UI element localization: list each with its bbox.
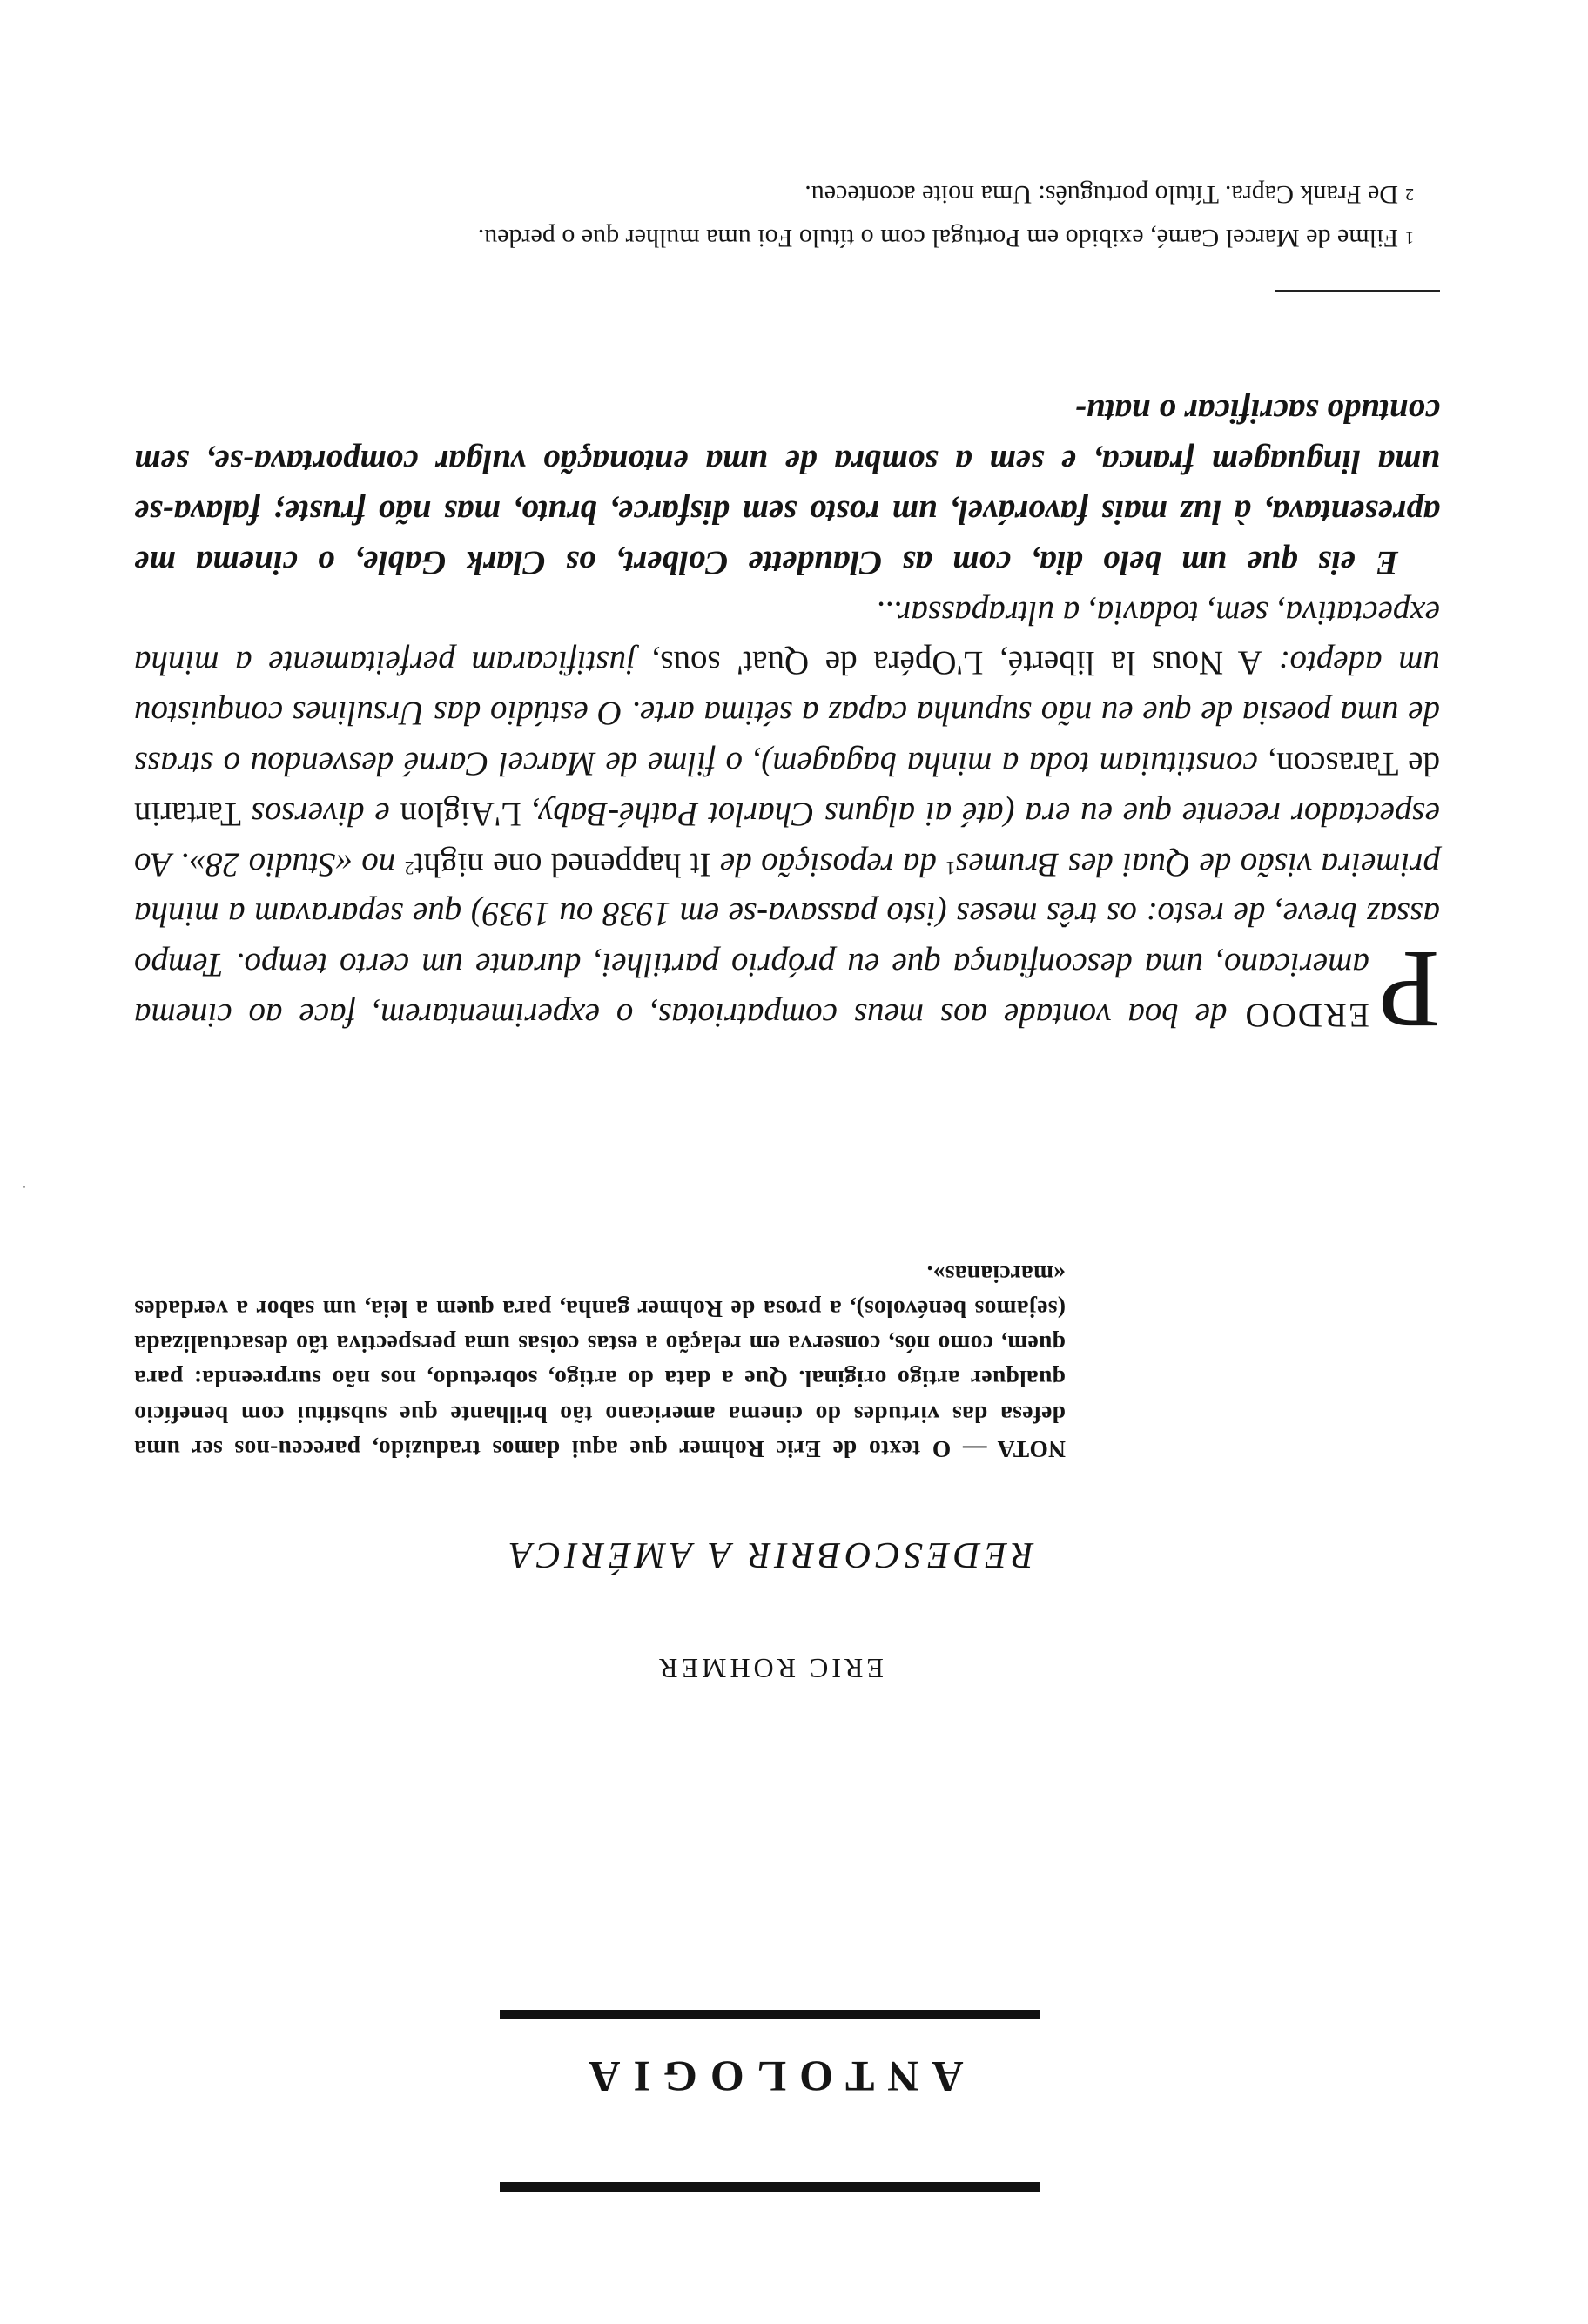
editorial-note — [134, 1256, 1066, 1467]
footnotes — [134, 170, 1440, 257]
footnote-1 — [134, 218, 1440, 257]
film-title: L'Aiglon — [400, 795, 521, 833]
section-title: ANTOLOGIA — [575, 2052, 964, 2101]
body-paragraph-2: E eis que um belo dia, com as Claudette Colbert, os Clark Gable, o cinema me apresentava, à luz mais favorável, um rosto sem disfarce, bruto, mas não fruste; falava-se uma linguagem franca, e sem a sombra de uma entonação vulgar comportava-se, sem contudo sacrificar o natu- — [134, 393, 1440, 581]
film-title: L'Opéra de Quat' sous — [660, 644, 984, 682]
note-text: O texto de Eric Rohmer que aqui damos traduzido, pareceu-nos ser uma defesa das virtudes do cinema americano tão brilhante que substitui com benefício qualquer artigo original. Que a data do artigo, sobretudo, nos não surpreenda: para quem, como nós, conserva em relação a estas coisas uma perspectiva tão desactualizada (sejamos benévolos), a prosa de Rohmer ganha, para quem a leia, um sabor a verdades «marcianas». — [134, 1260, 1066, 1463]
drop-cap: P — [1377, 928, 1440, 1051]
body-text-run: e diversos — [240, 795, 400, 833]
note-heading: NOTA — — [951, 1436, 1066, 1463]
footnote-text: De Frank Capra. Título português: Uma noite aconteceu. — [804, 180, 1398, 209]
footnote-rule — [1275, 290, 1440, 292]
header-rule-top — [500, 2182, 1040, 2192]
body-paragraph-1 — [134, 588, 1440, 1051]
footnote-ref-2[interactable]: 2 — [404, 856, 414, 879]
film-title: Tartarin de Tarascon — [134, 745, 1440, 833]
footnote-number: 2 — [1405, 185, 1414, 204]
footnote-ref-1[interactable]: 1 — [945, 856, 956, 879]
body-text-run: , — [983, 644, 1008, 682]
film-title: It happened one night — [414, 845, 711, 883]
lead-word: ERDOO — [1243, 997, 1369, 1034]
body-text-run: no «Studio 28». Ao espectador recente que eu era (até ai alguns Charlot Pathé-Baby, — [134, 795, 1440, 883]
article-author: ERIC ROHMER — [656, 1653, 884, 1684]
article-body — [134, 386, 1440, 1051]
film-title: A Nous la liberté — [1007, 644, 1262, 682]
body-text-run: , constituiam toda a minha bagagem), o filme de Marcel Carné desvendou o strass de uma poesia de que eu não supunha capaz a sétima arte. O estúdio das Ursulines conquistou um adepto: — [134, 644, 1440, 783]
footnote-number: 1 — [1405, 228, 1414, 247]
footnote-2 — [134, 175, 1440, 213]
header-rule-bottom — [500, 2010, 1040, 2019]
body-text-run: de boa vontade aos meus compatriotas, o experimentarem, face ao cinema americano, uma desconfiança que eu próprio partilhei, durante um certo tempo. Tempo assaz breve, de resto: os três meses (isto passava-se em 1938 ou 1939) que separavam a minha primeira visão de — [134, 845, 1440, 1034]
film-title: Quai des Brumes — [955, 845, 1191, 883]
body-text-run: da reposição de — [710, 845, 946, 883]
body-text-run: , justificaram perfeitamente a minha expectativa, sem, todavia, a ultrapassar... — [134, 594, 1440, 682]
article-title: REDESCOBRIR A AMÉRICA — [505, 1535, 1034, 1575]
scan-speck — [23, 1186, 25, 1188]
footnote-text: Filme de Marcel Carné, exibido em Portugal com o título Foi uma mulher que o perdeu. — [477, 224, 1398, 252]
